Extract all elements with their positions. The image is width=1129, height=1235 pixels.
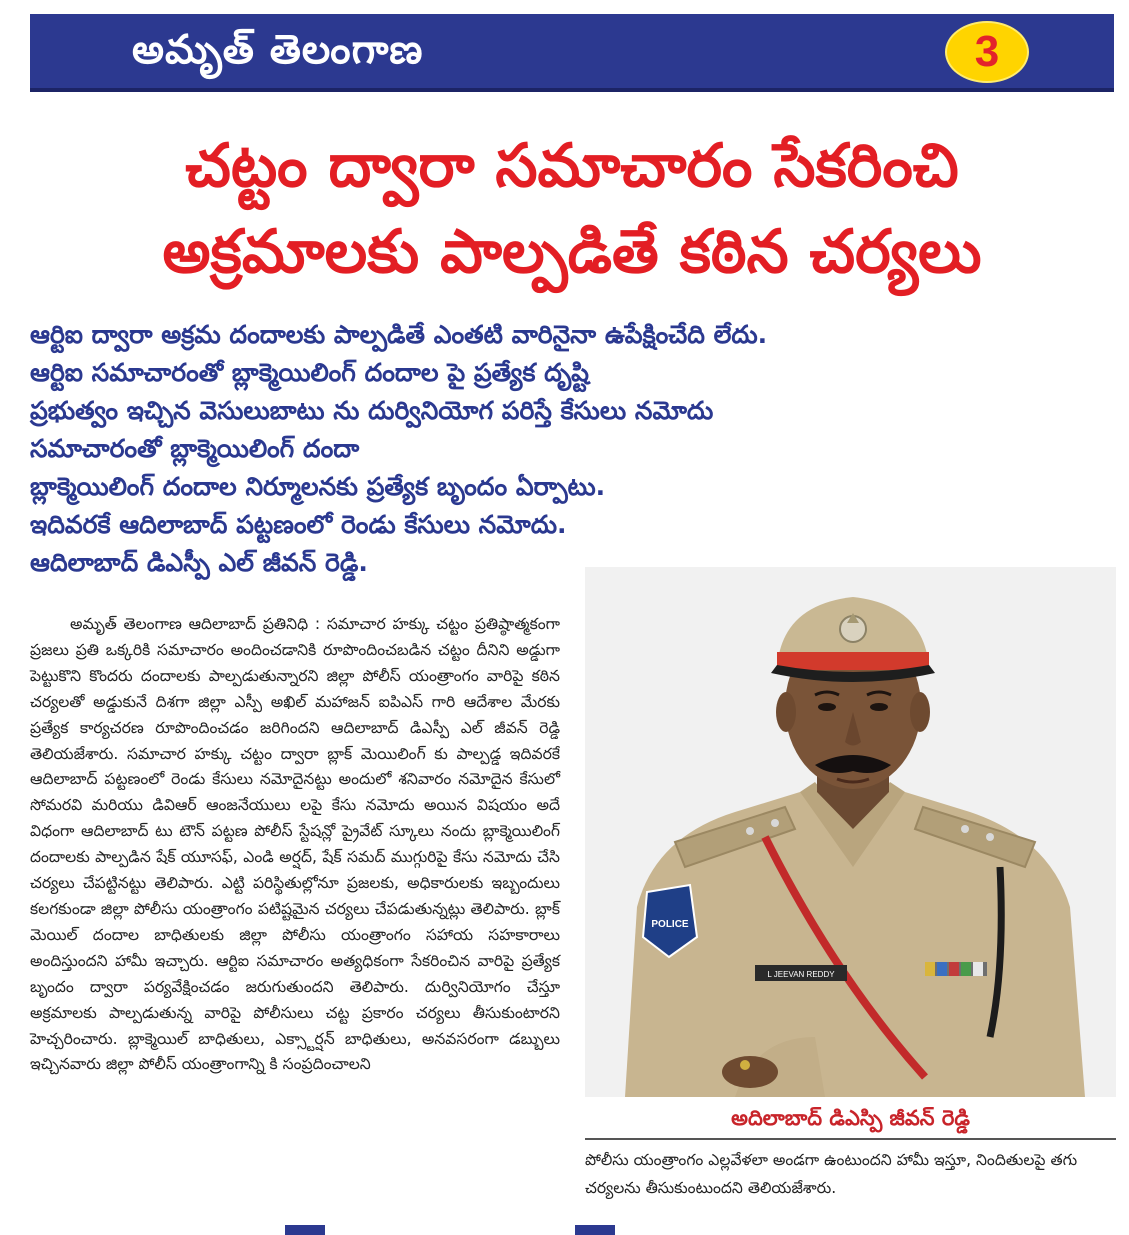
summary-point: ఆర్టిఐ సమాచారంతో బ్లాక్మెయిలింగ్ దందాల పై ప్రత్యేక దృష్టి [30,358,589,387]
masthead [30,14,1114,88]
article-body: అమృత్ తెలంగాణ ఆదిలాబాద్ ప్రతినిధి : సమాచార హక్కు చట్టం ప్రతిష్ఠాత్మకంగా ప్రజలు ప్రతి ఒక్కరికి సమాచారం అందించడానికి రూపొందించబడిన చట్టం దీనిని అడ్డుగా పెట్టుకొని కొందరు దందాలకు పాల్పడుతున్నారని జిల్లా పోలీస్ యంత్రాంగం వారిపై కఠిన చర్యలతో అడ్డుకునే దిశగా జిల్లా ఎస్పీ అఖిల్ మహాజన్ ఐపిఎస్ గారి ఆదేశాల మేరకు ప్రత్యేక కార్యచరణ రూపొందించడం జరిగిందని ఆదిలాబాద్ డిఎస్పీ ఎల్ జీవన్ రెడ్డి తెలియజేశారు. సమాచార హక్కు చట్టం ద్వారా బ్లాక్ మెయిలింగ్ కు పాల్పడ్డ ఇదివరకే ఆదిలాబాద్ పట్టణంలో రెండు కేసులు నమోదైనట్టు అందులో శనివారం నమోదైన కేసులో సోమరవి మరియు డివిఆర్ ఆంజనేయులు లపై కేసు నమోదు అయిన విషయం అదే విధంగా ఆదిలాబాద్ టు టౌన్ పట్టణ పోలీస్ స్టేషన్లో ప్రైవేట్ స్కూలు నందు బ్లాక్మెయిలింగ్ దందాలకు పాల్పడిన షేక్ యూసఫ్, ఎండి అర్షద్, షేక్ సమద్ ముగ్గురిపై కేసు నమోదు చేసి చర్యలు చేపట్టినట్టు తెలిపారు. ఎట్టి పరిస్థితుల్లోనూ ప్రజలకు, అధికారులకు ఇబ్బందులు కలగకుండా జిల్లా పోలీసు యంత్రాంగం పటిష్టమైన చర్యలు చేపడుతున్నట్లు తెలిపారు. బ్లాక్ మెయిల్ దందాల బాధితులకు జిల్లా పోలీసు యంత్రాంగం సహాయ సహకారాలు అందిస్తుందని హామీ ఇచ్చారు. ఆర్టిఐ సమాచారం అత్యధికంగా సేకరించిన వారిపై ప్రత్యేక బృందం ద్వారా పర్యవేక్షించడం జరుగుతుందని తెలిపారు. దుర్వినియోగం చేస్తూ అక్రమాలకు పాల్పడుతున్న వారిపై పోలీసులు చట్ట ప్రకారం చర్యలు తీసుకుంటారని హెచ్చరించారు. బ్లాక్మెయిల్ బాధితులు, ఎక్స్టార్షన్ బాధితులు, అనవసరంగా డబ్బులు ఇచ్చినవారు జిల్లా పోలీస్ యంత్రాంగాన్ని కి సంప్రదించాలని [30,615,561,1074]
newspaper-brand: అమృత్ తెలంగాణ [132,27,424,73]
summary-point: సమాచారంతో బ్లాక్మెయిలింగ్ దందా [30,434,360,463]
officer-photo [585,567,1116,1097]
page-number: 3 [974,27,1000,76]
caption-divider [585,1138,1116,1140]
headline-line-1: చట్టం ద్వారా సమాచారం సేకరించి [185,131,959,201]
summary-point: ప్రభుత్వం ఇచ్చిన వెసులుబాటు ను దుర్వినియోగ పరిస్తే కేసులు నమోదు [30,396,714,425]
summary-points [30,316,910,582]
summary-point: ఆదిలాబాద్ డిఎస్పీ ఎల్ జీవన్ రెడ్డి. [30,548,368,577]
headline-line-2: అక్రమాలకు పాల్పడితే కఠిన చర్యలు [162,217,982,287]
police-badge-text: POLICE [651,919,689,930]
footer-accent-right [575,1225,615,1235]
article-continuation: పోలీసు యంత్రాంగం ఎల్లవేళలా అండగా ఉంటుందని హామీ ఇస్తూ, నిందితులపై తగు చర్యలను తీసుకుంటుందని తెలియజేశారు. [585,1151,1078,1197]
summary-point: బ్లాక్మెయిలింగ్ దందాల నిర్మూలనకు ప్రత్యేక బృందం ఏర్పాటు. [30,472,606,501]
officer-portrait-illustration [585,567,1116,1097]
masthead-rule [30,88,1114,92]
summary-point: ఆర్టిఐ ద్వారా అక్రమ దందాలకు పాల్పడితే ఎంతటి వారినైనా ఉపేక్షించేది లేదు. [30,320,768,349]
photo-caption: అదిలాబాద్ డిఎస్పి జీవన్ రెడ్డి [731,1106,970,1130]
footer-accent-left [285,1225,325,1235]
summary-point: ఇదివరకే ఆదిలాబాద్ పట్టణంలో రెండు కేసులు నమోదు. [30,510,567,539]
name-plate-text: L JEEVAN REDDY [767,970,835,979]
page-number-badge [945,21,1029,83]
